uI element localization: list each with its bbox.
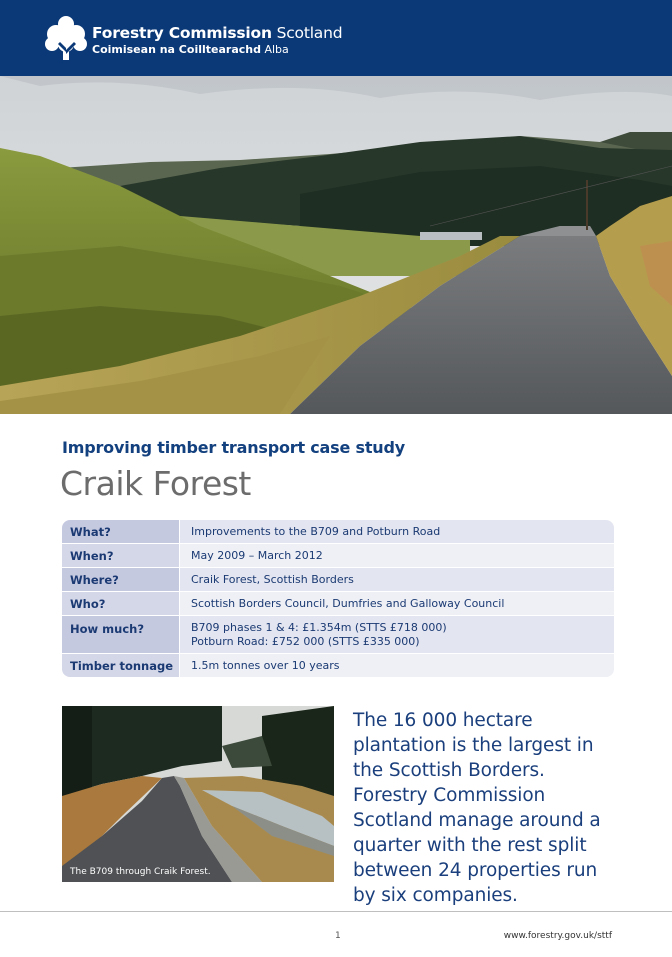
facts-value [180, 616, 614, 653]
photo-caption: The B709 through Craik Forest. [70, 867, 211, 877]
road-photo [62, 706, 334, 882]
facts-label: When? [62, 544, 180, 567]
footer-divider [0, 911, 672, 912]
facts-label: Where? [62, 568, 180, 591]
facts-value-line: Potburn Road: £752 000 (STTS £335 000) [191, 635, 420, 648]
facts-row-what [62, 520, 614, 544]
tree-logo-icon [44, 14, 88, 60]
facts-value: May 2009 – March 2012 [180, 544, 614, 567]
org-gaelic-bold: Coimisean na Coilltearachd [92, 43, 261, 56]
facts-row-where [62, 568, 614, 592]
footer-url-link[interactable]: www.forestry.gov.uk/sttf [503, 931, 612, 941]
org-name-light: Scotland [276, 24, 343, 42]
facts-row-timber-tonnage [62, 654, 614, 677]
hero-photo [0, 76, 672, 414]
page-title: Craik Forest [60, 464, 251, 503]
facts-table [62, 520, 614, 677]
page-number: 1 [335, 931, 341, 941]
header-banner [0, 0, 672, 76]
org-gaelic-light: Alba [264, 43, 289, 56]
org-name-bold: Forestry Commission [92, 24, 272, 42]
facts-value: Scottish Borders Council, Dumfries and Galloway Council [180, 592, 614, 615]
facts-value: 1.5m tonnes over 10 years [180, 654, 614, 677]
facts-label: Timber tonnage [62, 654, 180, 677]
facts-value: Improvements to the B709 and Potburn Road [180, 520, 614, 543]
facts-value-line: B709 phases 1 & 4: £1.354m (STTS £718 000) [191, 621, 447, 634]
org-gaelic-name [92, 43, 289, 56]
facts-label: Who? [62, 592, 180, 615]
facts-row-when [62, 544, 614, 568]
facts-row-how-much [62, 616, 614, 654]
intro-paragraph: The 16 000 hectare plantation is the largest in the Scottish Borders. Forestry Commission Scotland manage around a quarter with the rest split between 24 properties run by six companies. [353, 710, 601, 906]
facts-label: How much? [62, 616, 180, 653]
facts-value: Craik Forest, Scottish Borders [180, 568, 614, 591]
org-name [92, 24, 342, 42]
case-study-kicker: Improving timber transport case study [62, 438, 405, 457]
facts-row-who [62, 592, 614, 616]
facts-label: What? [62, 520, 180, 543]
